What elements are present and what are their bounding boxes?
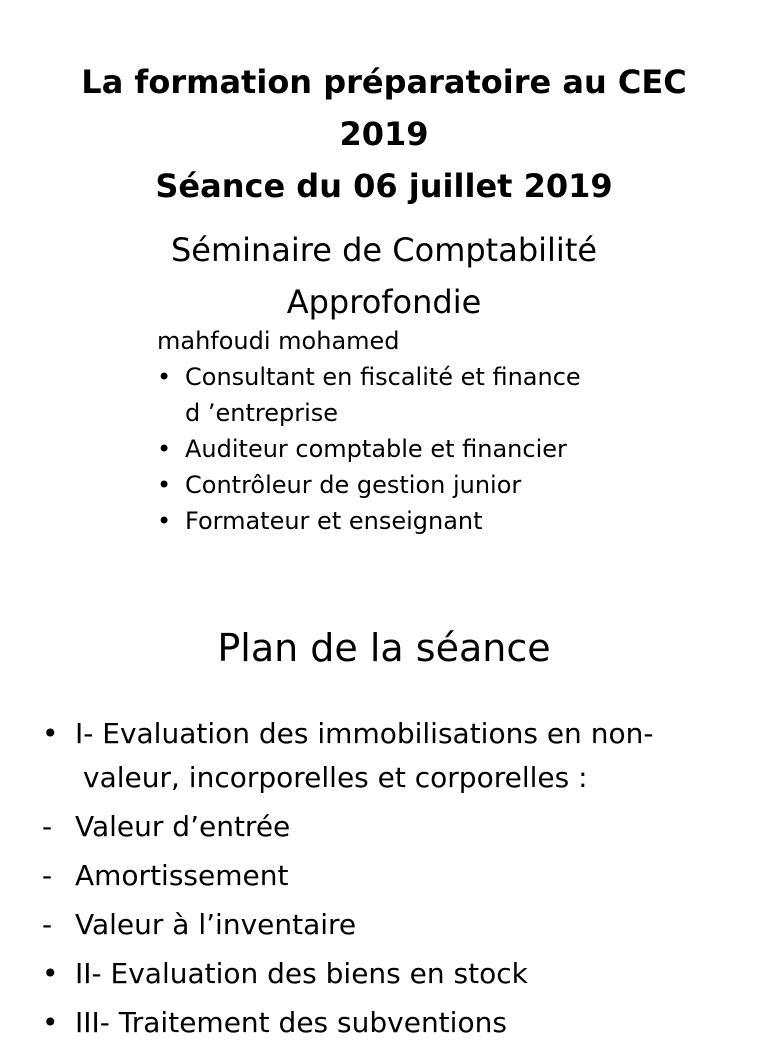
- plan-list: [42, 712, 742, 1050]
- role-item: [157, 467, 627, 503]
- role-text-line-1: Consultant en fiscalité et finance: [185, 363, 581, 391]
- plan-item-text: III- Traitement des subventions: [75, 1006, 507, 1039]
- role-text: Contrôleur de gestion junior: [185, 471, 522, 499]
- plan-item: [42, 952, 742, 996]
- role-text: Auditeur comptable et financier: [185, 435, 567, 463]
- title-line-3: Séance du 06 juillet 2019: [155, 167, 613, 205]
- dash-marker: -: [42, 859, 53, 892]
- role-item: [157, 431, 627, 467]
- plan-item: [42, 805, 742, 849]
- dash-marker: -: [42, 810, 53, 843]
- plan-item-text-line-2: valeur, incorporelles et corporelles :: [83, 761, 588, 794]
- plan-item-text: Valeur d’entrée: [75, 810, 291, 843]
- role-text-line-2: d ’entreprise: [185, 399, 339, 427]
- plan-item-text: Amortissement: [75, 859, 289, 892]
- plan-item: [42, 1001, 742, 1045]
- role-item: [157, 503, 627, 539]
- author-name: mahfoudi mohamed: [157, 327, 400, 355]
- presentation-title: [40, 56, 728, 212]
- author-roles-list: [157, 359, 627, 539]
- role-text: Formateur et enseignant: [185, 507, 483, 535]
- dash-marker: -: [42, 908, 53, 941]
- plan-item: [42, 712, 742, 800]
- bullet-marker: •: [42, 717, 59, 750]
- bullet-marker: •: [42, 957, 59, 990]
- plan-item-text: II- Evaluation des biens en stock: [75, 957, 528, 990]
- title-line-1: La formation préparatoire au CEC: [81, 63, 687, 101]
- role-item: [157, 359, 627, 431]
- subtitle-line-1: Séminaire de Comptabilité: [170, 231, 598, 269]
- title-line-2: 2019: [339, 115, 429, 153]
- plan-item-text-line-1: I- Evaluation des immobilisations en non-: [75, 717, 654, 750]
- plan-item: [42, 903, 742, 947]
- plan-title: Plan de la séance: [217, 626, 551, 670]
- subtitle-line-2: Approfondie: [286, 283, 482, 321]
- plan-item: [42, 854, 742, 898]
- seminar-subtitle: [60, 224, 708, 328]
- bullet-marker: •: [42, 1006, 59, 1039]
- plan-item-text: Valeur à l’inventaire: [75, 908, 357, 941]
